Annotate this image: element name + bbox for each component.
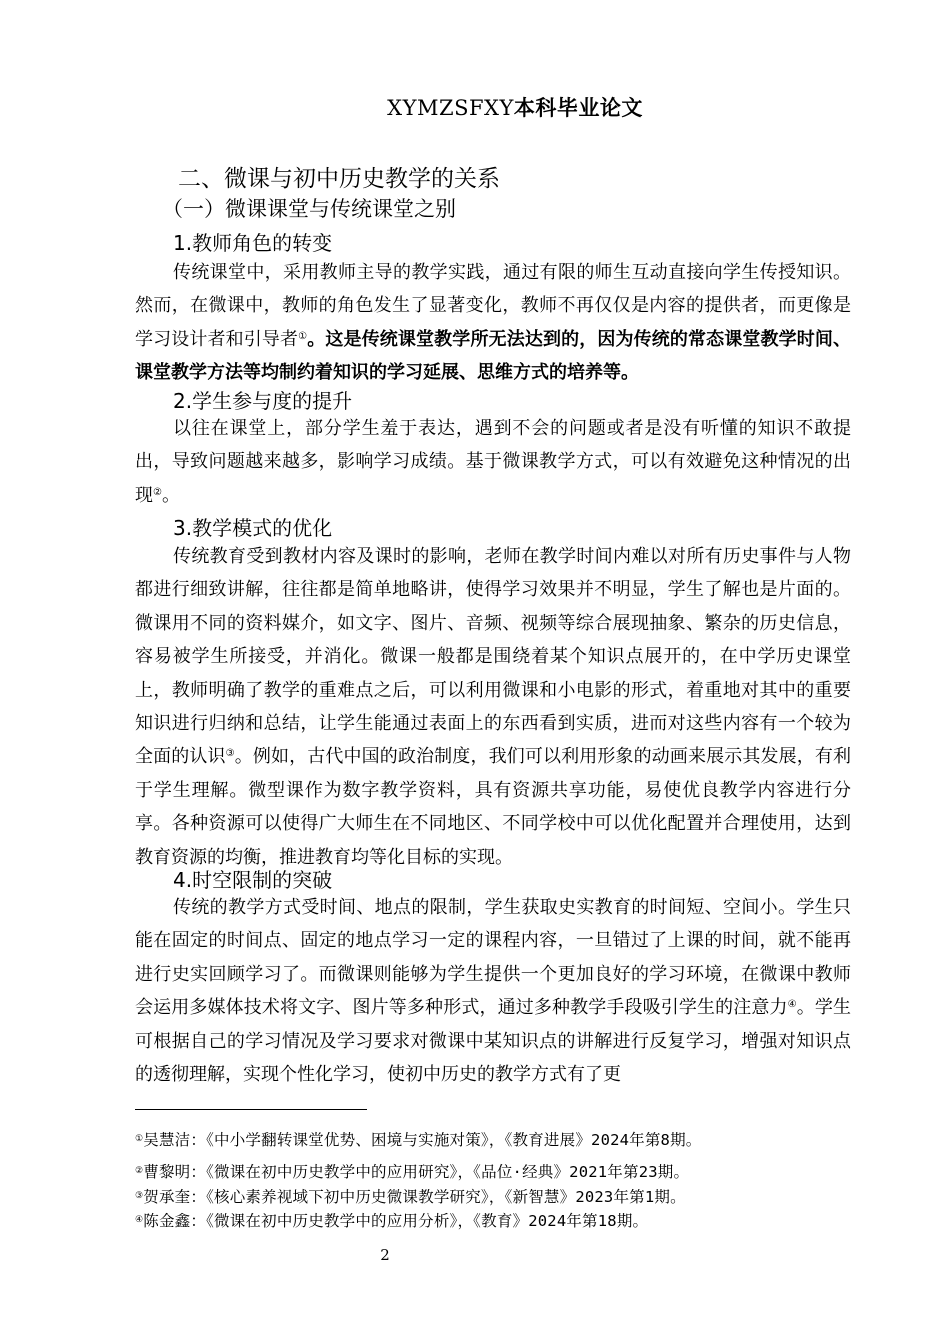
footnote-2-text: 曹黎明：《微课在初中历史教学中的应用研究》，《品位·经典》2021年第23期。	[143, 1163, 690, 1181]
footnote-ref-2[interactable]: ②	[153, 486, 162, 498]
page-number: 2	[380, 1246, 390, 1264]
footnote-2-mark: ②	[135, 1166, 144, 1176]
item-2-text-a: 以往在课堂上，部分学生羞于表达，遇到不会的问题或者是没有听懂的知识不敢提出，导致问题越来越多，影响学习成绩。基于微课教学方式，可以有效避免这种情况的出现	[135, 418, 851, 506]
item-3-text-b: 。例如，古代中国的政治制度，我们可以利用形象的动画来展示其发展，有利于学生理解。微型课作为数字教学资料，具有资源共享功能，易使优良教学内容进行分享。各种资源可以使得广大师生在不同地区、不同学校中可以优化配置并合理使用，达到教育资源的均衡，推进教育均等化目标的实现。	[135, 746, 852, 868]
header-latin: XYMZSFXY	[387, 96, 514, 120]
item-4-text-b: 。学生可根据自己的学习情况及学习要求对微课中某知识点的讲解进行反复学习，增强对知识点的透彻理解，实现个性化学习，使初中历史的教学方式有了更	[135, 997, 852, 1086]
item-2-paragraph	[135, 412, 851, 512]
footnote-2	[135, 1160, 689, 1182]
footnote-ref-3[interactable]: ③	[225, 748, 235, 760]
footnote-ref-4[interactable]: ④	[787, 999, 797, 1011]
footnote-3	[135, 1185, 686, 1207]
footnote-4-text: 陈金鑫：《微课在初中历史教学中的应用分析》，《教育》2024年第18期。	[143, 1212, 649, 1230]
footnote-1	[135, 1128, 702, 1150]
item-3-text-a: 传统教育受到教材内容及课时的影响，老师在教学时间内难以对所有历史事件与人物都进行细致讲解，往往都是简单地略讲，使得学习效果并不明显，学生了解也是片面的。微课用不同的资料媒介，如文字、图片、音频、视频等综合展现抽象、繁杂的历史信息，容易被学生所接受，并消化。微课一般都是围绕着某个知识点展开的，在中学历史课堂上，教师明确了教学的重难点之后，可以利用微课和小电影的形式，着重地对其中的重要知识进行归纳和总结，让学生能通过表面上的东西看到实质，进而对这些内容有一个较为全面的认识	[135, 546, 851, 768]
item-3-heading: 3.教学模式的优化	[173, 516, 333, 540]
item-4-paragraph	[135, 891, 851, 1091]
item-2-text-b: 。	[161, 484, 180, 506]
item-2-heading: 2.学生参与度的提升	[173, 389, 353, 413]
subsection-title: （一）微课课堂与传统课堂之别	[162, 197, 456, 221]
item-3-paragraph	[135, 540, 851, 874]
footnote-3-text: 贺承奎：《核心素养视域下初中历史微课教学研究》，《新智慧》2023年第1期。	[143, 1188, 686, 1206]
item-1-text-b: 。这是传统课堂教学所无法达到的，因为传统的常态课堂教学时间、课堂教学方法等均制约着知识的学习延展、思维方式的培养等。	[135, 328, 852, 384]
footnote-4	[135, 1209, 648, 1231]
footnote-separator	[135, 1109, 367, 1110]
footnote-4-mark: ④	[135, 1215, 144, 1225]
item-1-text-a: 传统课堂中，采用教师主导的教学实践，通过有限的师生互动直接向学生传授知识。然而，在微课中，教师的角色发生了显著变化，教师不再仅仅是内容的提供者，而更像是学习设计者和引导者	[135, 262, 851, 350]
footnote-1-text: 吴慧洁：《中小学翻转课堂优势、困境与实施对策》，《教育进展》2024年第8期。	[143, 1131, 702, 1149]
item-1-heading: 1.教师角色的转变	[173, 231, 333, 255]
running-header	[0, 92, 950, 122]
footnote-3-mark: ③	[135, 1191, 144, 1201]
item-4-text-a: 传统的教学方式受时间、地点的限制，学生获取史实教育的时间短、空间小。学生只能在固定的时间点、固定的地点学习一定的课程内容，一旦错过了上课的时间，就不能再进行史实回顾学习了。而微课则能够为学生提供一个更加良好的学习环境，在微课中教师会运用多媒体技术将文字、图片等多种形式，通过多种教学手段吸引学生的注意力	[135, 897, 851, 1019]
item-1-paragraph	[135, 256, 851, 390]
footnote-1-mark: ①	[135, 1134, 144, 1144]
footnote-ref-1[interactable]: ①	[298, 330, 308, 342]
section-title: 二、微课与初中历史教学的关系	[178, 166, 500, 192]
item-4-heading: 4.时空限制的突破	[173, 868, 333, 892]
header-cn: 本科毕业论文	[513, 96, 643, 120]
